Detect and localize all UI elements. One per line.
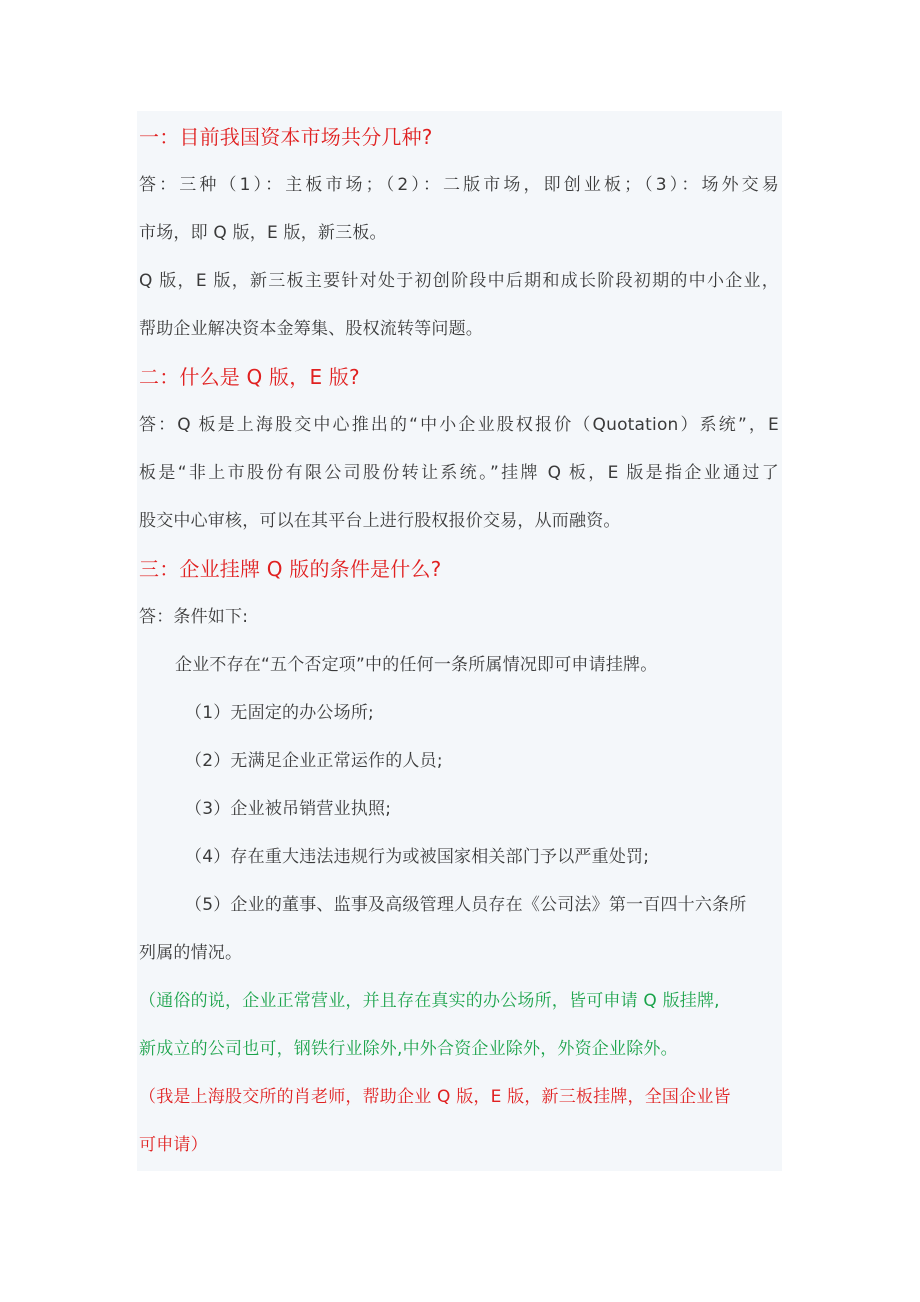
section-3-answer-intro: 答：条件如下: — [139, 607, 249, 627]
section-1-heading: 一：目前我国资本市场共分几种? — [139, 125, 433, 149]
section-1-line-3: Q 版，E 版，新三板主要针对处于初创阶段中后期和成长阶段初期的中小企业， — [139, 271, 779, 291]
section-2-line-3: 股交中心审核，可以在其平台上进行股权报价交易，从而融资。 — [139, 511, 621, 531]
section-1-line-1: 答：三种（1）：主板市场；（2）：二版市场，即创业板；（3）：场外交易 — [139, 175, 779, 195]
red-note-line-2: 可申请） — [139, 1135, 208, 1155]
section-2-line-1: 答：Q 板是上海股交中心推出的“中小企业股权报价（Quotation）系统”，E — [139, 415, 779, 435]
green-note-line-2: 新成立的公司也可，钢铁行业除外,中外合资企业除外，外资企业除外。 — [139, 1039, 678, 1059]
condition-item-4: （4）存在重大违法违规行为或被国家相关部门予以严重处罚; — [185, 847, 650, 867]
red-note-line-1: （我是上海股交所的肖老师，帮助企业 Q 版，E 版，新三板挂牌，全国企业皆 — [139, 1087, 731, 1107]
section-2-line-2: 板是“非上市股份有限公司股份转让系统。”挂牌 Q 板，E 版是指企业通过了 — [139, 463, 779, 483]
section-1-line-4: 帮助企业解决资本金筹集、股权流转等问题。 — [139, 319, 483, 339]
condition-item-3: （3）企业被吊销营业执照; — [185, 799, 392, 819]
section-3-intro: 企业不存在“五个否定项”中的任何一条所属情况即可申请挂牌。 — [175, 655, 658, 675]
section-3-heading: 三：企业挂牌 Q 版的条件是什么? — [139, 557, 442, 581]
section-2-heading: 二：什么是 Q 版，E 版? — [139, 365, 360, 389]
document-body — [139, 113, 781, 1169]
condition-item-2: （2）无满足企业正常运作的人员; — [185, 751, 443, 771]
condition-item-5: （5）企业的董事、监事及高级管理人员存在《公司法》第一百四十六条所 — [185, 895, 747, 915]
condition-item-5-continued: 列属的情况。 — [139, 943, 243, 963]
condition-item-1: （1）无固定的办公场所; — [185, 703, 374, 723]
section-1-line-2: 市场，即 Q 版，E 版，新三板。 — [139, 223, 387, 243]
green-note-line-1: （通俗的说，企业正常营业，并且存在真实的办公场所，皆可申请 Q 版挂牌, — [139, 991, 720, 1011]
